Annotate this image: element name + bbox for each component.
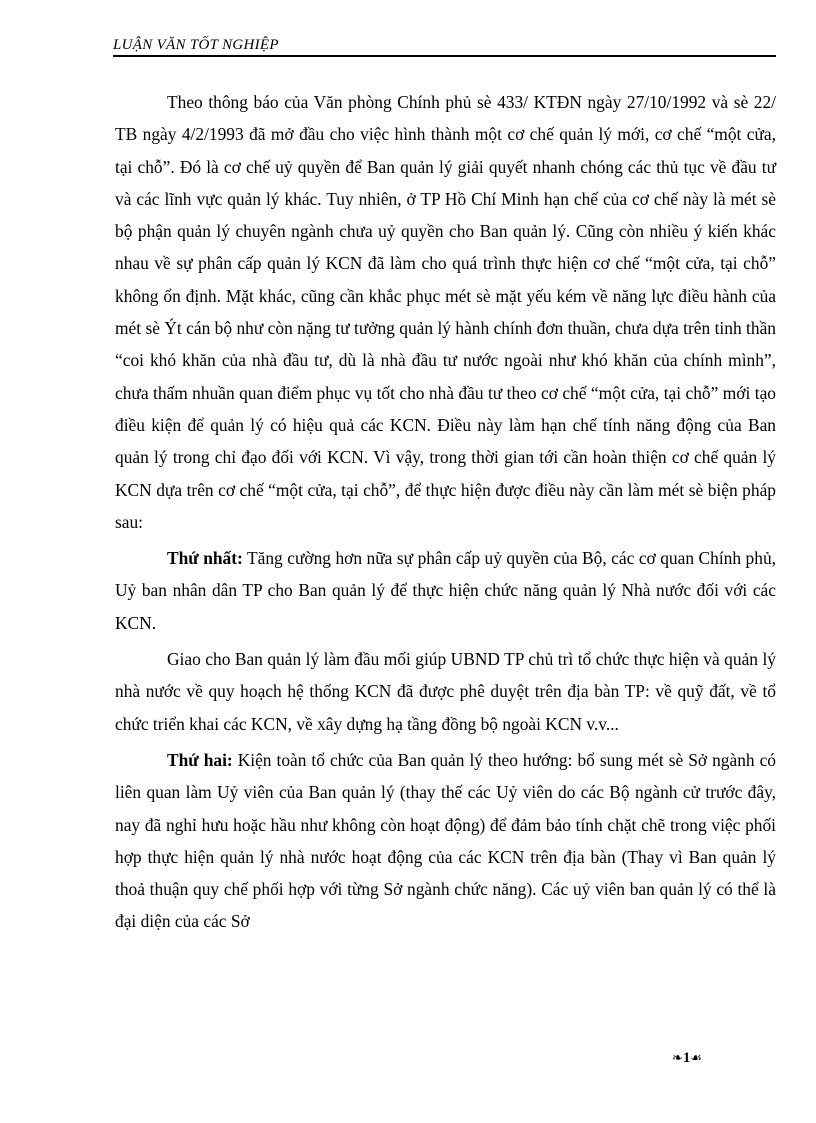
header-title: LUẬN VĂN TỐT NGHIỆP (113, 37, 279, 53)
page-number-footer (672, 1048, 732, 1072)
running-header (113, 36, 776, 60)
paragraph (115, 744, 776, 938)
header-divider (113, 55, 776, 57)
paragraph-text: Theo thông báo của Văn phòng Chính phủ sè 433/ KTĐN ngày 27/10/1992 và sè 22/ TB ngày 4/2/1993 đã mở đầu cho việc hình thành một cơ chế quản lý mới, cơ chế “một cửa, tại chỗ”. Đó là cơ chế uỷ quyền để Ban quản lý giải quyết nhanh chóng các thủ tục về đầu tư và các lĩnh vực quản lý khác. Tuy nhiên, ở TP Hồ Chí Minh hạn chế của cơ chế này là mét sè bộ phận quản lý chuyên ngành chưa uỷ quyền cho Ban quản lý. Cũng còn nhiều ý kiến khác nhau về sự phân cấp quản lý KCN đã làm cho quá trình thực hiện cơ chế “một cửa, tại chỗ” không ổn định. Mặt khác, cũng cần khắc phục mét sè mặt yếu kém về năng lực điều hành của mét sè Ýt cán bộ như còn nặng tư tưởng quản lý hành chính đơn thuần, chưa dựa trên tinh thần “coi khó khăn của nhà đầu tư, dù là nhà đầu tư nước ngoài như khó khăn của chính mình”, chưa thấm nhuần quan điểm phục vụ tốt cho nhà đầu tư theo cơ chế “một cửa, tại chỗ” mới tạo điều kiện để quản lý có hiệu quả các KCN. Điều này làm hạn chế tính năng động của Ban quản lý trong chỉ đạo đối với KCN. Vì vậy, trong thời gian tới cần hoàn thiện cơ chế quản lý KCN dựa trên cơ chế “một cửa, tại chỗ”, để thực hiện được điều này cần làm mét sè biện pháp sau: (115, 92, 776, 532)
paragraph-lead: Thứ hai: (167, 749, 233, 770)
paragraph (115, 542, 776, 639)
paragraph-text: Kiện toàn tổ chức của Ban quản lý theo hướng: bổ sung mét sè Sở ngành có liên quan làm Uỷ viên của Ban quản lý (thay thế các Uỷ viên do các Bộ ngành cử trước đây, nay đã nghỉ hưu hoặc hầu như không còn hoạt động) để đảm bảo tính chặt chẽ trong việc phối hợp thực hiện quản lý nhà nước hoạt động của các KCN trên địa bàn (Thay vì Ban quản lý thoả thuận quy chế phối hợp với từng Sở ngành chức năng). Các uỷ viên ban quản lý có thể là đại diện của các Sở (115, 749, 777, 932)
paragraph (115, 86, 776, 538)
body-text (115, 86, 776, 942)
paragraph-text: Tăng cường hơn nữa sự phân cấp uỷ quyền của Bộ, các cơ quan Chính phủ, Uỷ ban nhân dân TP cho Ban quản lý để thực hiện chức năng quản lý Nhà nước đối với các KCN. (115, 548, 776, 633)
page-number: 1 (682, 1050, 691, 1066)
ornament-right-icon: ☙ (690, 1051, 703, 1066)
paragraph (115, 643, 776, 740)
ornament-left-icon: ❧ (672, 1051, 683, 1066)
paragraph-lead: Thứ nhất: (167, 548, 243, 569)
paragraph-text: Giao cho Ban quản lý làm đầu mối giúp UBND TP chủ trì tổ chức thực hiện và quản lý nhà nước về quy hoạch hệ thống KCN đã được phê duyệt trên địa bàn TP: về quỹ đất, về tổ chức triển khai các KCN, về xây dựng hạ tầng đồng bộ ngoài KCN v.v... (115, 649, 776, 734)
